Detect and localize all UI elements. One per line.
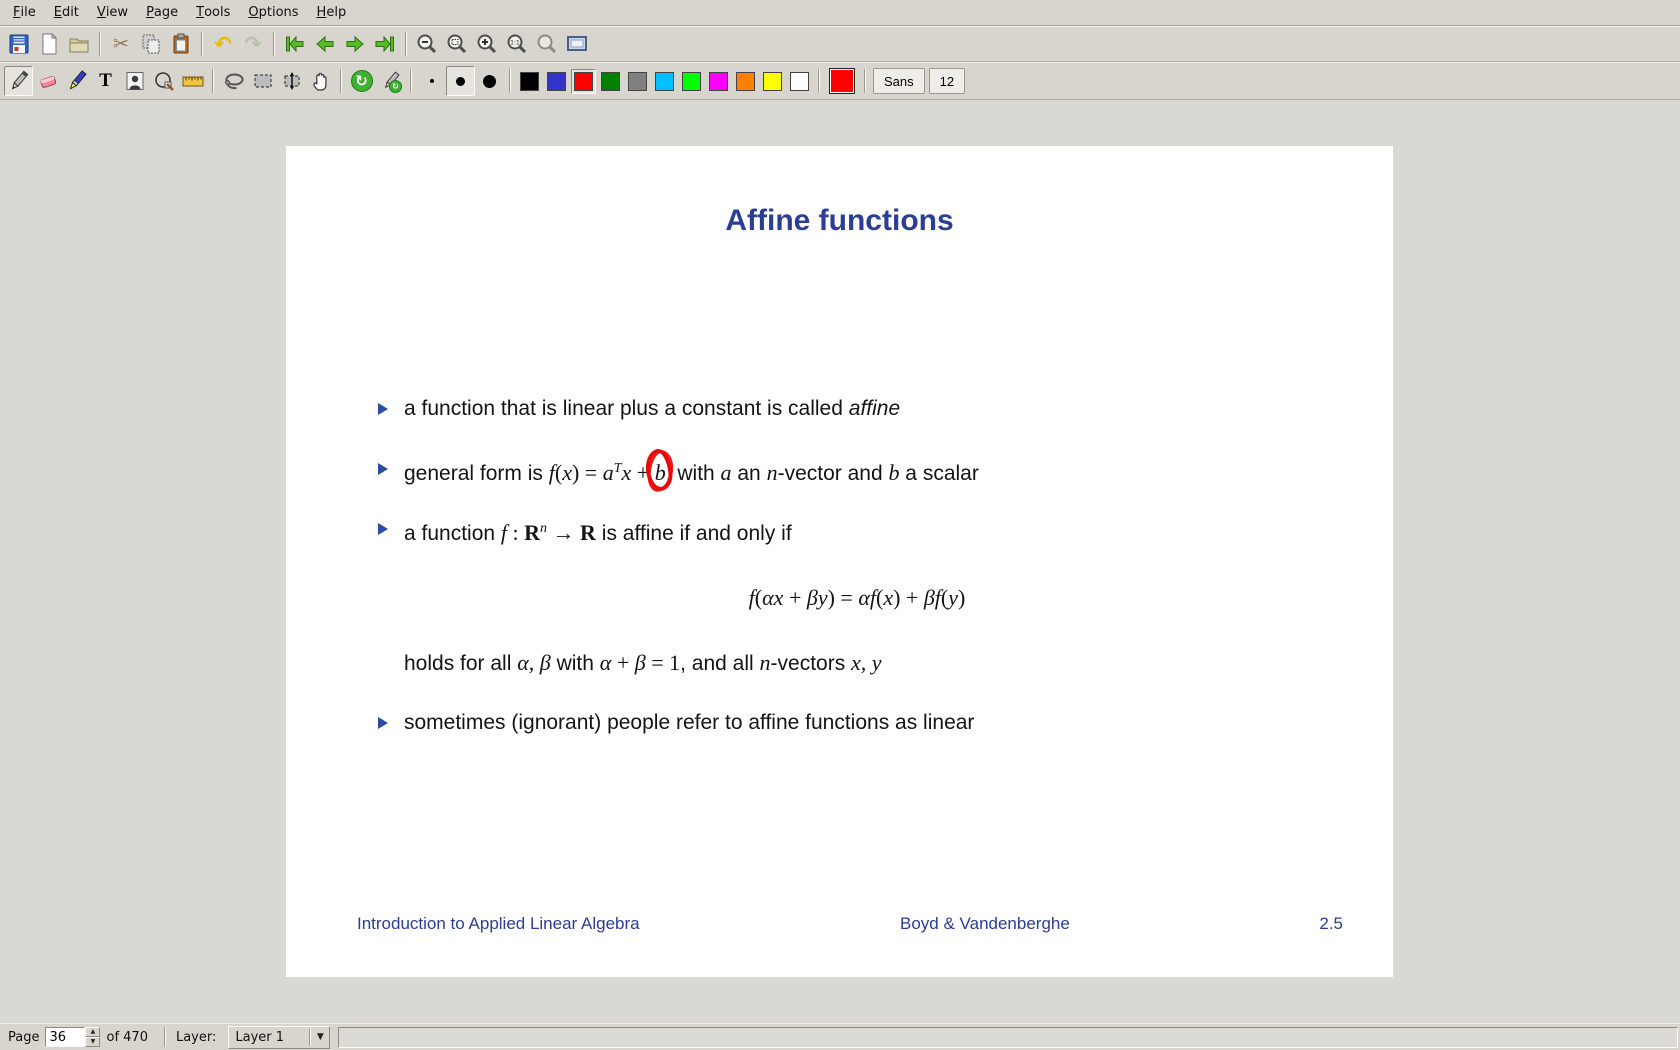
toolbar-separator	[99, 32, 101, 56]
spin-down-button[interactable]: ▼	[85, 1037, 100, 1047]
text-tool-icon: T	[99, 70, 112, 91]
zoom-100-icon	[505, 32, 529, 56]
vertical-space-button[interactable]	[277, 66, 306, 96]
bullet-triangle-icon	[378, 717, 388, 729]
eraser-tool-button[interactable]	[33, 66, 62, 96]
toolbar-separator	[509, 69, 511, 93]
zoom-selection-icon	[535, 32, 559, 56]
zoom-in-icon	[475, 32, 499, 56]
bullet-line-1: a function that is linear plus a constant is called affine	[404, 395, 900, 422]
svg-text:1:1: 1:1	[510, 39, 520, 47]
statusbar-separator	[164, 1027, 166, 1047]
zoom-out-button[interactable]	[412, 30, 442, 58]
hand-tool-button[interactable]	[306, 66, 335, 96]
last-page-button[interactable]	[370, 30, 400, 58]
image-tool-button[interactable]	[120, 66, 149, 96]
highlighter-icon	[65, 69, 89, 93]
copy-button[interactable]	[136, 30, 166, 58]
bullet-triangle-icon	[378, 463, 388, 475]
lasso-icon	[222, 69, 246, 93]
toolbar-separator	[201, 32, 203, 56]
statusbar	[0, 1023, 1680, 1050]
image-tool-icon	[123, 69, 147, 93]
slide-footer	[286, 914, 1393, 936]
footer-authors: Boyd & Vandenberghe	[900, 914, 1070, 933]
ruler-tool-button[interactable]	[178, 66, 207, 96]
bullet-triangle-icon	[378, 523, 388, 535]
next-page-icon	[343, 32, 367, 56]
zoom-100-button[interactable]	[502, 30, 532, 58]
undo-button[interactable]	[208, 30, 238, 58]
save-icon	[7, 32, 31, 56]
color-palette	[516, 69, 813, 94]
open-folder-icon	[67, 32, 91, 56]
shape-recognizer-button[interactable]	[149, 66, 178, 96]
open-file-button[interactable]	[64, 30, 94, 58]
pen-icon	[7, 69, 31, 93]
last-page-icon	[373, 32, 397, 56]
lasso-select-button[interactable]	[219, 66, 248, 96]
text-tool-button[interactable]	[91, 66, 120, 96]
toolbar-separator	[273, 32, 275, 56]
default-tool-button[interactable]	[347, 66, 376, 96]
save-button[interactable]	[4, 30, 34, 58]
toolbar-separator	[340, 69, 342, 93]
fullscreen-icon	[565, 32, 589, 56]
layer-label: Layer:	[175, 1029, 217, 1045]
rect-select-icon	[251, 69, 275, 93]
bullet-line-4: sometimes (ignorant) people refer to affine functions as linear	[404, 709, 974, 736]
paste-button[interactable]	[166, 30, 196, 58]
fine-dot-icon	[430, 79, 434, 83]
page-label: Page	[8, 1029, 40, 1045]
new-file-icon	[37, 32, 61, 56]
chevron-down-icon: ▼	[316, 1032, 324, 1042]
color-swatch-green[interactable]	[598, 69, 623, 94]
previous-page-button[interactable]	[310, 30, 340, 58]
bullet-line-2: general form is $f(x) = a^Tx + b$, with a an n-vector and b a scalar	[404, 455, 979, 482]
font-button[interactable]: Sans	[873, 68, 925, 94]
bullet-triangle-icon	[378, 403, 388, 415]
footer-slide-number: 2.5	[1319, 914, 1343, 933]
default-pen-ball-icon: ↻	[389, 80, 402, 93]
color-swatch-lightgreen[interactable]	[679, 69, 704, 94]
zoom-in-button[interactable]	[472, 30, 502, 58]
toolbar-separator	[405, 32, 407, 56]
color-swatch-magenta[interactable]	[706, 69, 731, 94]
medium-dot-icon	[456, 77, 465, 86]
fullscreen-button[interactable]	[562, 30, 592, 58]
document-canvas[interactable]	[0, 100, 1680, 1023]
toolbar-separator	[864, 69, 866, 93]
highlighter-tool-button[interactable]	[62, 66, 91, 96]
color-swatch-gray[interactable]	[625, 69, 650, 94]
menu-page[interactable]: P age	[146, 5, 179, 20]
color-swatch-blue[interactable]	[544, 69, 569, 94]
slide-page[interactable]	[286, 146, 1393, 977]
toolbar-separator	[818, 69, 820, 93]
bullet-line-3: a function f : $R^n \to R$ is affine if and only if	[404, 515, 792, 542]
default-icon: ↻	[351, 70, 373, 92]
undo-icon: ↶	[214, 31, 232, 56]
color-swatch-red[interactable]	[571, 69, 596, 94]
menubar	[0, 0, 1680, 26]
zoom-fit-button[interactable]	[442, 30, 472, 58]
menu-edit[interactable]: E dit	[53, 5, 79, 20]
zoom-out-icon	[415, 32, 439, 56]
current-color-indicator[interactable]	[829, 68, 855, 94]
layer-combobox-value: Layer 1	[235, 1029, 285, 1045]
paste-icon	[169, 32, 193, 56]
status-message-area	[338, 1027, 1678, 1048]
page-number-input[interactable]	[45, 1027, 85, 1047]
ruler-icon	[181, 69, 205, 93]
footer-book-title: Introduction to Applied Linear Algebra	[357, 914, 640, 933]
menu-options[interactable]: O ptions	[248, 5, 299, 20]
color-swatch-lightblue[interactable]	[652, 69, 677, 94]
tools-toolbar	[0, 62, 1680, 100]
spin-up-button[interactable]: ▲	[85, 1027, 100, 1037]
color-swatch-yellow[interactable]	[760, 69, 785, 94]
layer-combobox[interactable]	[228, 1026, 330, 1049]
copy-icon	[139, 32, 163, 56]
zoom-fit-icon	[445, 32, 469, 56]
main-toolbar	[0, 26, 1680, 62]
toolbar-separator	[212, 69, 214, 93]
redo-button[interactable]	[238, 30, 268, 58]
color-swatch-orange[interactable]	[733, 69, 758, 94]
thick-dot-icon	[483, 75, 496, 88]
page-spinner	[85, 1027, 100, 1047]
menu-help[interactable]: H elp	[316, 5, 347, 20]
pen-tool-button[interactable]	[4, 66, 33, 96]
pen-medium-button[interactable]	[446, 66, 475, 96]
red-circle-annotation: b	[654, 460, 666, 485]
redo-icon: ↷	[244, 31, 262, 56]
menu-tools[interactable]: T ools	[196, 5, 231, 20]
menu-file[interactable]: F ile	[13, 5, 36, 20]
shape-recognizer-icon	[152, 69, 176, 93]
default-pen-button[interactable]	[376, 66, 405, 96]
zoom-selection-button[interactable]	[532, 30, 562, 58]
page-total-label: of 470	[106, 1029, 148, 1045]
hand-tool-icon	[309, 69, 333, 93]
rect-select-button[interactable]	[248, 66, 277, 96]
toolbar-separator	[410, 69, 412, 93]
pen-thick-button[interactable]	[475, 66, 504, 96]
color-swatch-white[interactable]	[787, 69, 812, 94]
previous-page-icon	[313, 32, 337, 56]
menu-view[interactable]: V iew	[96, 5, 129, 20]
first-page-icon	[283, 32, 307, 56]
color-swatch-black[interactable]	[517, 69, 542, 94]
next-page-button[interactable]	[340, 30, 370, 58]
cut-button[interactable]	[106, 30, 136, 58]
pen-fine-button[interactable]	[417, 66, 446, 96]
vertical-space-icon	[280, 69, 304, 93]
eraser-icon	[36, 69, 60, 93]
slide-title: Affine functions	[725, 204, 954, 237]
font-size-button[interactable]: 12	[929, 68, 965, 94]
equation-line: f(αx + βy) = αf(x) + βf(y)	[748, 585, 966, 610]
holds-line: holds for all α, β with α + β = 1, and all n-vectors x, y	[404, 650, 882, 675]
new-file-button[interactable]	[34, 30, 64, 58]
first-page-button[interactable]	[280, 30, 310, 58]
cut-icon: ✂	[113, 32, 129, 55]
